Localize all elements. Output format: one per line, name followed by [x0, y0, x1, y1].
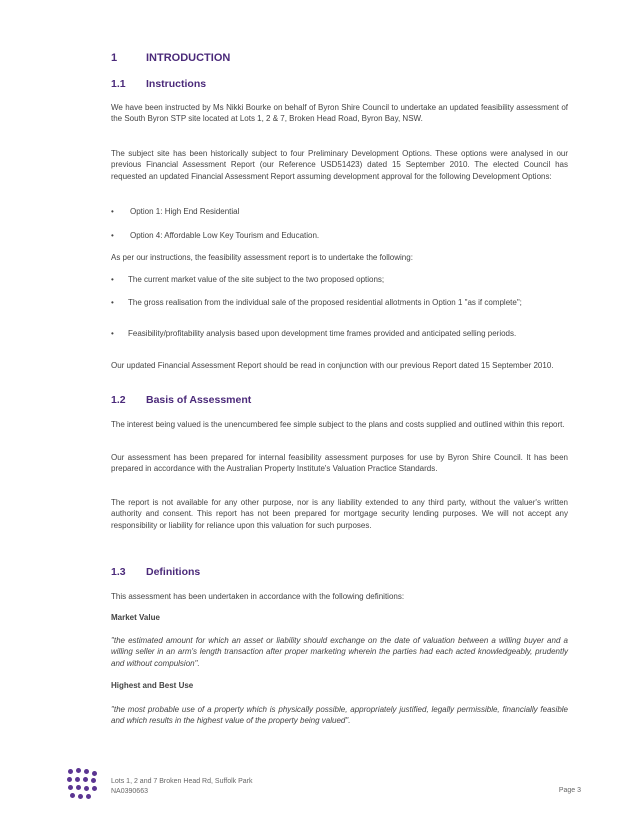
heading-number: 1.2 [111, 394, 126, 406]
footer-reference: NA0390663 [111, 788, 148, 795]
section-heading-introduction [111, 52, 230, 64]
task-text: The current market value of the site subject to the two proposed options; [128, 275, 385, 284]
heading-number: 1.1 [111, 78, 126, 90]
definitions-intro: This assessment has been undertaken in accordance with the following definitions: [111, 592, 405, 601]
instructions-paragraph-4: Our updated Financial Assessment Report should be read in conjunction with our previous Report dated 15 September 2010. [111, 361, 554, 370]
page-number: Page 3 [558, 787, 581, 794]
company-logo [67, 768, 101, 802]
instructions-paragraph-1: We have been instructed by Ms Nikki Bourke on behalf of Byron Shire Council to undertake an updated feasibility assessment of the South Byron STP site located at Lots 1, 2 & 7, Broken Head Road, Byron Bay, NSW. [111, 103, 568, 124]
heading-definitions [111, 566, 200, 578]
instructions-paragraph-3: As per our instructions, the feasibility assessment report is to undertake the following: [111, 253, 413, 262]
heading-instructions [111, 78, 206, 90]
bullet-icon: • [111, 298, 114, 307]
task-text: Feasibility/profitability analysis based upon development time frames provided and anticipated selling periods. [128, 329, 517, 338]
bullet-icon: • [111, 275, 114, 284]
bullet-icon: • [111, 207, 114, 216]
basis-paragraph-1: The interest being valued is the unencumbered fee simple subject to the plans and costs supplied and outlined within this report. [111, 420, 565, 429]
heading-title: Basis of Assessment [146, 394, 252, 406]
market-value-label: Market Value [111, 613, 160, 622]
section-number: 1 [111, 52, 118, 64]
task-text: The gross realisation from the individual sale of the proposed residential allotments in Option 1 "as if complete"; [128, 298, 522, 307]
section-title: INTRODUCTION [146, 52, 231, 64]
highest-best-use-label: Highest and Best Use [111, 681, 194, 690]
basis-paragraph-3: The report is not available for any other purpose, nor is any liability extended to any third party, without the valuer's written authority and consent. This report has not been prepared for mortgage security lending purposes. We will not accept any responsibility or liability for reliance upon this valuation for such purposes. [111, 498, 568, 530]
footer-address-block [111, 777, 253, 797]
bullet-icon: • [111, 231, 114, 240]
footer-address: Lots 1, 2 and 7 Broken Head Rd, Suffolk Park [111, 778, 253, 785]
instructions-paragraph-2: The subject site has been historically subject to four Preliminary Development Options. These options were analysed in our previous Financial Assessment Report (our Reference USD51423) dated 15 September 2010. The elected Council has requested an updated Financial Assessment Report assuming development approval for the following Development Options: [111, 149, 568, 181]
basis-paragraph-2: Our assessment has been prepared for internal feasibility assessment purposes for use by Byron Shire Council. It has been prepared in accordance with the Australian Property Institute's Valuation Practice Standards. [111, 453, 568, 474]
market-value-definition: "the estimated amount for which an asset or liability should exchange on the date of valuation between a willing buyer and a willing seller in an arm's length transaction after proper marketing wherein the parties had each acted knowledgeably, prudently and without compulsion". [111, 636, 568, 668]
bullet-icon: • [111, 329, 114, 338]
heading-number: 1.3 [111, 566, 126, 578]
heading-title: Definitions [146, 566, 201, 578]
heading-basis-of-assessment [111, 394, 251, 406]
heading-title: Instructions [146, 78, 207, 90]
highest-best-use-definition: "the most probable use of a property which is physically possible, appropriately justified, legally permissible, financially feasible and which results in the highest value of the property being valued". [111, 705, 568, 726]
option-text: Option 1: High End Residential [130, 207, 240, 216]
option-text: Option 4: Affordable Low Key Tourism and Education. [130, 231, 320, 240]
